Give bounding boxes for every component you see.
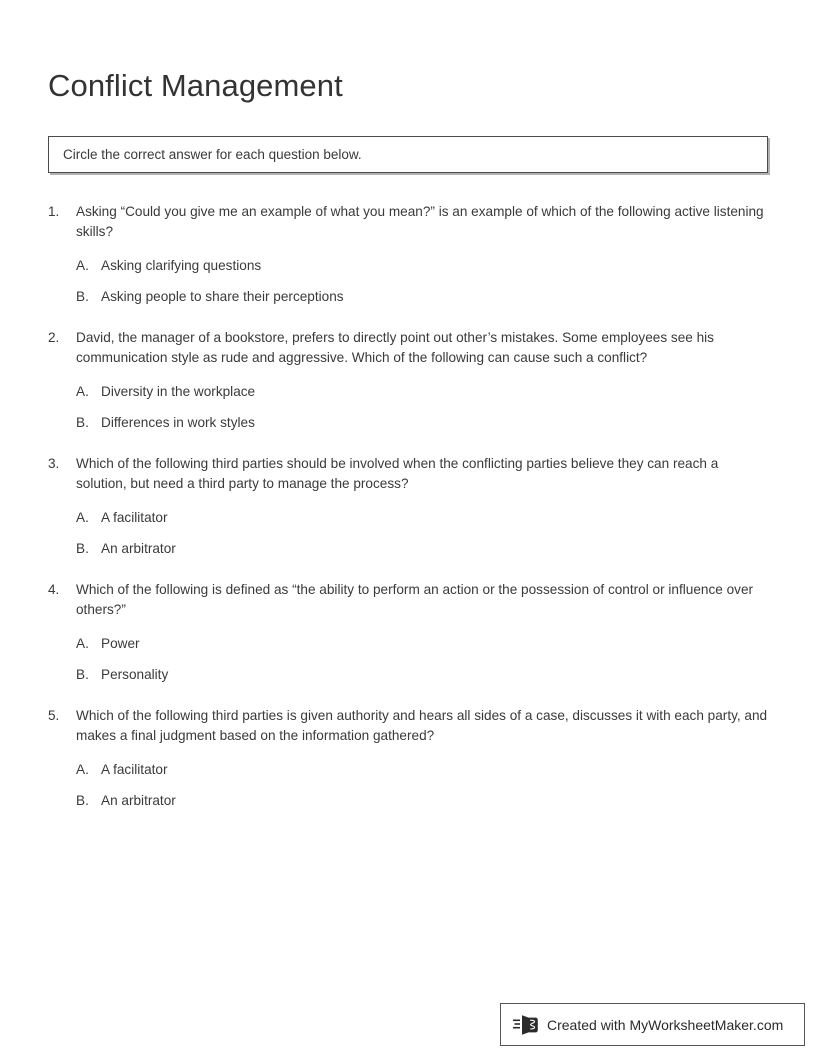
question-block <box>48 328 770 432</box>
answer-option-text: Personality <box>101 667 169 682</box>
myworksheetmaker-logo-icon <box>513 1013 539 1037</box>
question-text: Which of the following is defined as “the ability to perform an action or the possession of control or influence over others?” <box>76 582 754 617</box>
question-text: Which of the following third parties is given authority and hears all sides of a case, discusses it with each party, and makes a final judgment based on the information gathered? <box>76 708 768 743</box>
answer-option-letter: A. <box>76 384 89 399</box>
answer-option-list <box>48 634 770 684</box>
question-number: 2. <box>48 330 60 345</box>
footer-badge-text: Created with MyWorksheetMaker.com <box>547 1016 784 1033</box>
answer-option-text: Asking people to share their perceptions <box>101 289 344 304</box>
page-title: Conflict Management <box>48 67 343 103</box>
question-list <box>48 202 770 832</box>
question-block <box>48 202 770 306</box>
answer-option[interactable] <box>76 539 770 558</box>
footer-badge[interactable] <box>500 1003 805 1046</box>
question-number: 5. <box>48 708 60 723</box>
answer-option-letter: B. <box>76 793 89 808</box>
answer-option-letter: B. <box>76 541 89 556</box>
answer-option-text: A facilitator <box>101 762 168 777</box>
answer-option[interactable] <box>76 287 770 306</box>
answer-option[interactable] <box>76 760 770 779</box>
answer-option-letter: A. <box>76 762 89 777</box>
answer-option-letter: A. <box>76 510 89 525</box>
answer-option-letter: B. <box>76 289 89 304</box>
answer-option-list <box>48 508 770 558</box>
question-number: 1. <box>48 204 60 219</box>
answer-option-letter: B. <box>76 415 89 430</box>
answer-option-text: An arbitrator <box>101 541 176 556</box>
answer-option-list <box>48 256 770 306</box>
answer-option-letter: A. <box>76 636 89 651</box>
instruction-box <box>48 136 768 173</box>
answer-option-text: A facilitator <box>101 510 168 525</box>
answer-option-text: An arbitrator <box>101 793 176 808</box>
answer-option-letter: A. <box>76 258 89 273</box>
answer-option-text: Asking clarifying questions <box>101 258 262 273</box>
question-row <box>48 202 770 241</box>
answer-option[interactable] <box>76 256 770 275</box>
answer-option-text: Diversity in the workplace <box>101 384 256 399</box>
question-text: Asking “Could you give me an example of what you mean?” is an example of which of the following active listening skills? <box>76 204 764 239</box>
answer-option-text: Differences in work styles <box>101 415 255 430</box>
answer-option[interactable] <box>76 665 770 684</box>
question-text: Which of the following third parties should be involved when the conflicting parties believe they can reach a solution, but need a third party to manage the process? <box>76 456 719 491</box>
answer-option[interactable] <box>76 791 770 810</box>
answer-option[interactable] <box>76 413 770 432</box>
question-number: 4. <box>48 582 60 597</box>
answer-option-list <box>48 382 770 432</box>
question-row <box>48 328 770 367</box>
instruction-text: Circle the correct answer for each question below. <box>63 146 362 162</box>
question-text: David, the manager of a bookstore, prefers to directly point out other’s mistakes. Some employees see his communication style as rude and aggressive. Which of the following can cause such a conflict? <box>76 330 714 365</box>
question-row <box>48 706 770 745</box>
answer-option-letter: B. <box>76 667 89 682</box>
question-block <box>48 454 770 558</box>
answer-option[interactable] <box>76 382 770 401</box>
question-block <box>48 706 770 810</box>
answer-option[interactable] <box>76 508 770 527</box>
answer-option[interactable] <box>76 634 770 653</box>
answer-option-list <box>48 760 770 810</box>
question-number: 3. <box>48 456 60 471</box>
answer-option-text: Power <box>101 636 140 651</box>
question-block <box>48 580 770 684</box>
question-row <box>48 454 770 493</box>
question-row <box>48 580 770 619</box>
